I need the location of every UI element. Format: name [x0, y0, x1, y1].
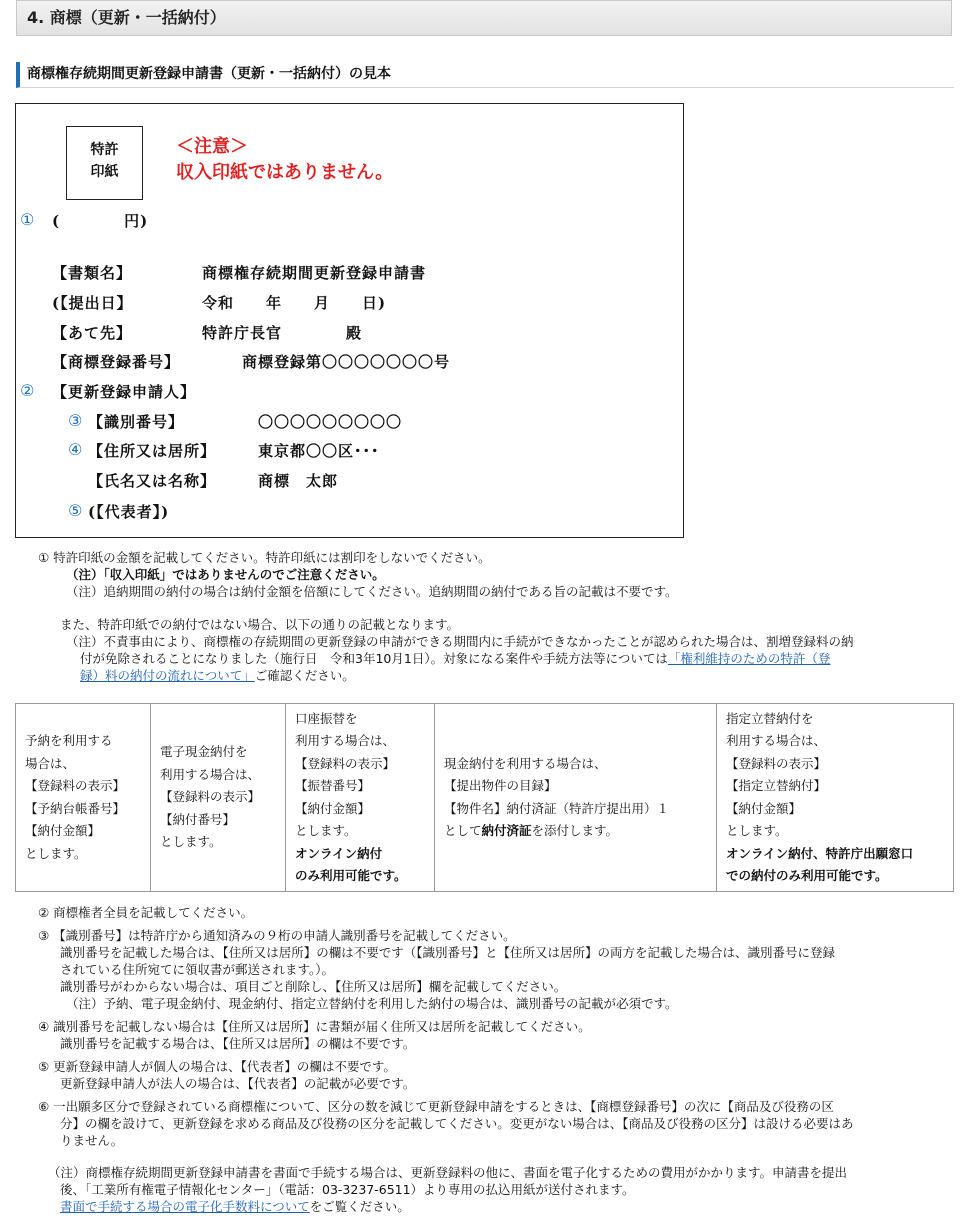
cell-line: 利用する場合は、 [160, 766, 261, 782]
note-1-line-7-text: ご確認ください。 [254, 668, 355, 683]
note-4-line-2: 識別番号を記載する場合は、【住所又は居所】の欄は不要です。 [60, 1036, 416, 1051]
addr-label: 【住所又は居所】 [88, 442, 217, 460]
cell-designated-payment [717, 704, 954, 892]
note-1-line-3: （注）追納期間の納付の場合は納付金額を倍額にしてください。追納期間の納付である旨の記載は不要です。 [66, 584, 678, 599]
cell-line: 電子現金納付を [160, 744, 248, 760]
id-value: 〇〇〇〇〇〇〇〇〇 [258, 413, 403, 431]
note-1-line-6 [38, 650, 854, 667]
cell-line: 【納付金額】 [25, 823, 101, 838]
note-1-line-7 [38, 667, 854, 684]
cell-line: 現金納付を利用する場合は、 [444, 755, 607, 771]
cell-account-transfer [286, 704, 435, 892]
stamp-line-2: 印紙 [90, 164, 119, 180]
reg-label: 【商標登録番号】 [52, 353, 181, 371]
notes-1 [38, 549, 854, 684]
stamp-line-1: 特許 [90, 142, 119, 158]
note-2: ② 商標権者全員を記載してください。 [38, 905, 254, 920]
cell-cash-payment [435, 704, 717, 892]
cell-line: 【納付金額】 [726, 800, 802, 816]
cell-line: 【物件名】納付済証（特許庁提出用）１ [444, 800, 670, 816]
cell-line: 利用する場合は、 [295, 733, 396, 748]
payment-flow-link-2[interactable]: 録）料の納付の流れについて」 [80, 668, 255, 683]
name-label: 【氏名又は名称】 [88, 472, 217, 490]
note-6-line-2: 分】の欄を設けて、更新登録を求める商品及び役務の区分を記載してください。変更がない場合は、【商品及び役務の区分】は設ける必要はあ [60, 1116, 854, 1131]
note-5-line-2: 更新登録申請人が法人の場合は、【代表者】の記載が必要です。 [60, 1076, 416, 1091]
doc-name-value: 商標権存続期間更新登録申請書 [202, 264, 427, 282]
marker-1: ① [20, 210, 35, 229]
payment-method-table [15, 703, 954, 892]
cell-line: とします。 [160, 834, 222, 850]
patent-stamp-box [66, 126, 143, 200]
date-label: (【提出日】 [52, 294, 133, 312]
cell-advance-payment [16, 704, 151, 892]
cell-line [444, 820, 707, 843]
cell-line: 利用する場合は、 [726, 733, 827, 748]
footer-line-3-text: をご覧ください。 [309, 1199, 410, 1214]
cell-line: 予納を利用する [25, 733, 113, 748]
cell-line: 【納付番号】 [160, 811, 236, 827]
subsection-title: 商標権存続期間更新登録申請書（更新・一括納付）の見本 [16, 62, 954, 88]
cell-line: とします。 [25, 845, 87, 861]
digitization-fee-link[interactable]: 書面で手続する場合の電子化手数料について [60, 1199, 310, 1214]
note-3-line-5: （注）予納、電子現金納付、現金納付、指定立替納付を利用した納付の場合は、識別番号の記載が必須です。 [66, 996, 678, 1011]
cell-line: とします。 [726, 823, 788, 838]
marker-4: ④ [68, 440, 83, 459]
note-3-line-3: されている住所宛てに領収書が郵送されます。）。 [60, 962, 335, 977]
doc-name-label: 【書類名】 [52, 264, 133, 282]
reg-value: 商標登録第〇〇〇〇〇〇〇号 [242, 353, 451, 371]
note-3-line-2: 識別番号を記載した場合は、【住所又は居所】の欄は不要です（【識別番号】と【住所又は居所】の両方を記載した場合は、識別番号に登録 [60, 945, 836, 960]
rep-label: (【代表者】) [88, 503, 170, 521]
caution-note [176, 134, 393, 186]
cell-line-bold: での納付のみ利用可能です。 [726, 868, 888, 883]
note-4-line-1: ④ 識別番号を記載しない場合は【住所又は居所】に書類が届く住所又は居所を記載してください。 [38, 1019, 591, 1034]
notes-2 [38, 904, 854, 1149]
section-title: 4. 商標（更新・一括納付） [16, 0, 952, 36]
footer-line-1: （注）商標権存続期間更新登録申請書を書面で手続する場合は、更新登録料の他に、書面を電子化するための費用がかかります。申請書を提出 [48, 1165, 848, 1180]
footer-line-3 [48, 1198, 847, 1215]
note-1-line-6-text: 付が免除されることになりました（施行日 令和3年10月1日）。対象になる案件や手続方法等については [80, 651, 668, 666]
note-6-line-1: ⑥ 一出願多区分で登録されている商標権について、区分の数を減じて更新登録申請をするときは、【商標登録番号】の次に【商品及び役務の区 [38, 1099, 834, 1114]
note-6-line-3: りません。 [60, 1133, 124, 1148]
cell-line-bold: オンライン納付 [295, 845, 383, 861]
cell-line: 【振替番号】 [295, 778, 371, 793]
table-row [16, 704, 954, 892]
yen-line: ( 円) [52, 212, 149, 230]
caution-text: 収入印紙ではありません。 [176, 162, 394, 183]
cell-line: 【登録料の表示】 [160, 789, 261, 805]
applicant-label: 【更新登録申請人】 [52, 383, 197, 401]
caution-title: ＜注意＞ [176, 136, 248, 157]
marker-5: ⑤ [68, 501, 83, 520]
cell-line: とします。 [295, 823, 357, 838]
id-label: 【識別番号】 [88, 413, 185, 431]
sample-form [15, 103, 684, 538]
to-value: 特許庁長官 殿 [202, 324, 363, 342]
cell-line: 【登録料の表示】 [25, 778, 126, 793]
footer-note [48, 1164, 847, 1215]
footer-line-2: 後、「工業所有権電子情報化センター」（電話：03-3237-6511）より専用の払込用紙が送付されます。 [60, 1182, 635, 1197]
cell-line: 【納付金額】 [295, 800, 371, 816]
cell-line: 場合は、 [25, 755, 76, 771]
marker-3: ③ [68, 411, 83, 430]
cell-line: 【登録料の表示】 [295, 755, 396, 771]
cell-text-bold: 納付済証 [481, 823, 532, 838]
cell-text: を添付します。 [531, 823, 619, 838]
note-1-line-5: （注）不責事由により、商標権の存続期間の更新登録の申請ができる期間内に手続ができなかったことが認められた場合は、割増登録料の納 [66, 634, 854, 649]
name-value: 商標 太郎 [258, 472, 339, 490]
note-3-line-4: 識別番号がわからない場合は、項目ごと削除し、【住所又は居所】欄を記載してください。 [60, 979, 567, 994]
cell-line: 【登録料の表示】 [726, 755, 827, 771]
marker-2: ② [20, 381, 35, 400]
note-1-line-2: （注）「収入印紙」ではありませんのでご注意ください。 [66, 567, 385, 582]
cell-line-bold: のみ利用可能です。 [295, 868, 407, 883]
cell-line: 指定立替納付を [726, 710, 814, 726]
date-value: 令和 年 月 日) [202, 294, 387, 312]
note-1-line-1: ① 特許印紙の金額を記載してください。特許印紙には割印をしないでください。 [38, 550, 491, 565]
cell-line: 【予納台帳番号】 [25, 800, 126, 816]
note-1-line-4: また、特許印紙での納付ではない場合、以下の通りの記載となります。 [60, 617, 460, 632]
cell-line: 口座振替を [295, 710, 358, 726]
note-5-line-1: ⑤ 更新登録申請人が個人の場合は、【代表者】の欄は不要です。 [38, 1059, 396, 1074]
addr-value: 東京都〇〇区･･･ [258, 442, 380, 460]
cell-text: として [444, 823, 482, 838]
cell-line: 【提出物件の目録】 [444, 778, 557, 793]
to-label: 【あて先】 [52, 324, 133, 342]
cell-line: 【指定立替納付】 [726, 778, 827, 793]
payment-flow-link-1[interactable]: 「権利維持のための特許（登 [667, 651, 831, 666]
cell-line-bold: オンライン納付、特許庁出願窓口 [726, 845, 914, 861]
cell-electronic-cash [151, 704, 286, 892]
note-3-line-1: ③ 【識別番号】は特許庁から通知済みの９桁の申請人識別番号を記載してください。 [38, 928, 516, 943]
